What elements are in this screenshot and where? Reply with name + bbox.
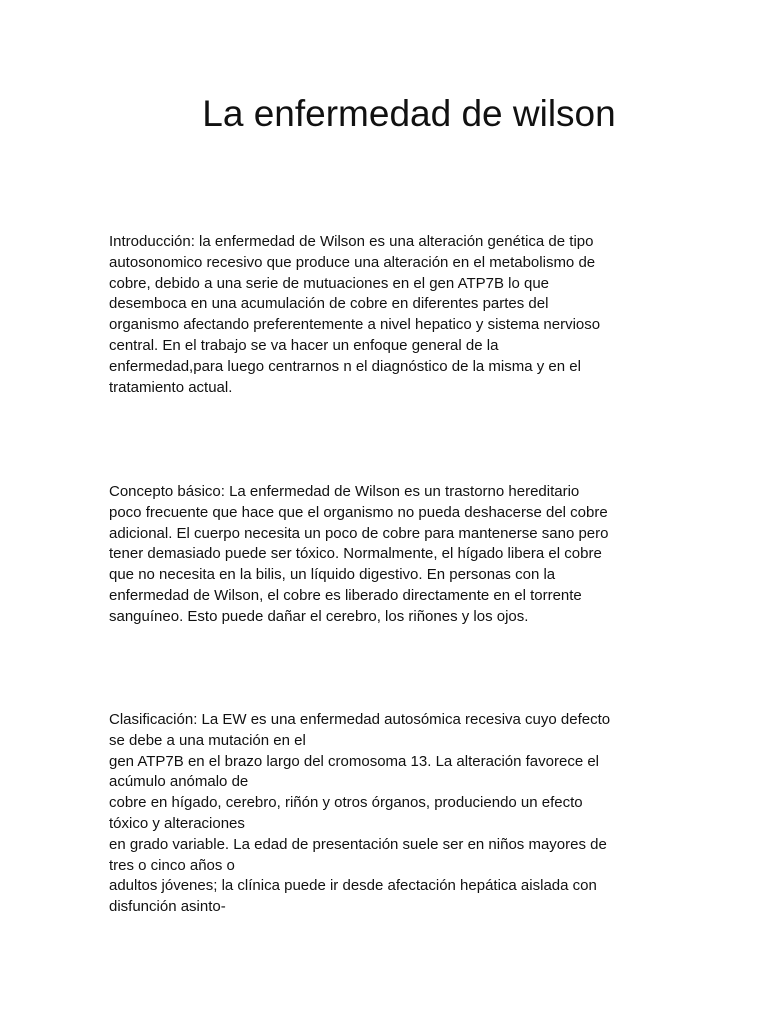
text-line: organismo afectando preferentemente a nivel hepatico y sistema nervioso (109, 316, 601, 334)
text-line: autosonomico recesivo que produce una alteración en el metabolismo de (109, 253, 596, 271)
text-line: en grado variable. La edad de presentación suele ser en niños mayores de (109, 835, 607, 853)
paragraph-clasificacion (109, 710, 665, 918)
text-line: tener demasiado puede ser tóxico. Normalmente, el hígado libera el cobre (109, 545, 602, 563)
text-line: que no necesita en la bilis, un líquido digestivo. En personas con la (109, 566, 556, 584)
text-line: tóxico y alteraciones (109, 814, 245, 832)
text-line: tratamiento actual. (109, 378, 233, 396)
paragraph-concepto-basico (109, 482, 665, 628)
text-line: cobre, debido a una serie de mutuaciones en el gen ATP7B lo que (109, 274, 550, 292)
text-line: sanguíneo. Esto puede dañar el cerebro, los riñones y los ojos. (109, 607, 529, 625)
text-line: central. En el trabajo se va hacer un enfoque general de la (109, 336, 499, 354)
text-line: disfunción asinto- (109, 898, 226, 916)
text-line: poco frecuente que hace que el organismo no pueda deshacerse del cobre (109, 503, 608, 521)
text-line: cobre en hígado, cerebro, riñón y otros órganos, produciendo un efecto (109, 794, 583, 812)
text-line: tres o cinco años o (109, 856, 235, 874)
text-line: enfermedad de Wilson, el cobre es liberado directamente en el torrente (109, 586, 582, 604)
text-line: Concepto básico: La enfermedad de Wilson es un trastorno hereditario (109, 483, 580, 500)
text-line: Clasificación: La EW es una enfermedad autosómica recesiva cuyo defecto (109, 711, 611, 728)
text-line: acúmulo anómalo de (109, 773, 249, 791)
text-line: desemboca en una acumulación de cobre en diferentes partes del (109, 295, 549, 313)
paragraph-introduccion (109, 232, 665, 398)
text-line: adicional. El cuerpo necesita un poco de cobre para mantenerse sano pero (109, 524, 609, 542)
text-line: Introducción: la enfermedad de Wilson es una alteración genética de tipo (109, 233, 594, 250)
text-line: adultos jóvenes; la clínica puede ir desde afectación hepática aislada con (109, 877, 597, 895)
text-line: gen ATP7B en el brazo largo del cromosoma 13. La alteración favorece el (109, 752, 600, 770)
document-title: La enfermedad de wilson (202, 93, 616, 134)
text-line: se debe a una mutación en el (109, 731, 306, 749)
text-line: enfermedad,para luego centrarnos n el diagnóstico de la misma y en el (109, 357, 581, 375)
